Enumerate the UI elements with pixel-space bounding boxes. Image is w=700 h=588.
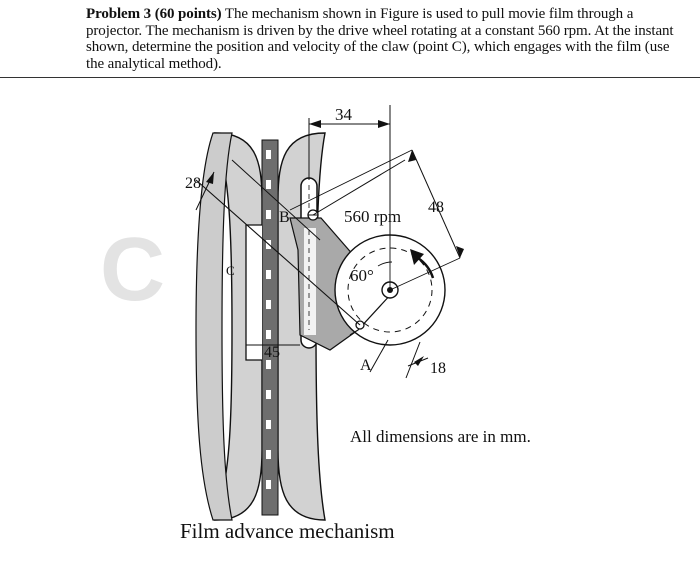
- dim-48-label: 48: [428, 199, 444, 216]
- label-B: B: [279, 209, 290, 226]
- figure-caption: Film advance mechanism: [180, 519, 395, 543]
- speed-label: 560 rpm: [344, 207, 402, 226]
- arrow-18: [414, 356, 424, 366]
- watermark-letter: C: [100, 220, 165, 320]
- units-note: All dimensions are in mm.: [350, 427, 531, 446]
- angle-label: 60°: [350, 266, 374, 285]
- label-C: C: [226, 263, 235, 278]
- dim-28-label: 28: [185, 175, 201, 192]
- ext-18-left: [370, 340, 388, 372]
- arrow-34-right: [378, 120, 390, 128]
- claw-bracket: [246, 225, 262, 360]
- arrow-34-left: [309, 120, 321, 128]
- dim-34-label: 34: [335, 105, 352, 124]
- problem-heading: Problem 3 (60 points): [86, 6, 222, 22]
- label-A: A: [360, 357, 372, 374]
- dim-45-label: 45: [264, 344, 280, 361]
- dim-18-label: 18: [430, 360, 446, 377]
- problem-text: The mechanism shown in Figure is used to pull movie film through a projector. The mechanism is driven by the drive wheel rotating at a constant 560 rpm. At the instant shown, determine the position and velocity of the claw (point C), which engages with the film (use the analytical method).: [86, 6, 674, 72]
